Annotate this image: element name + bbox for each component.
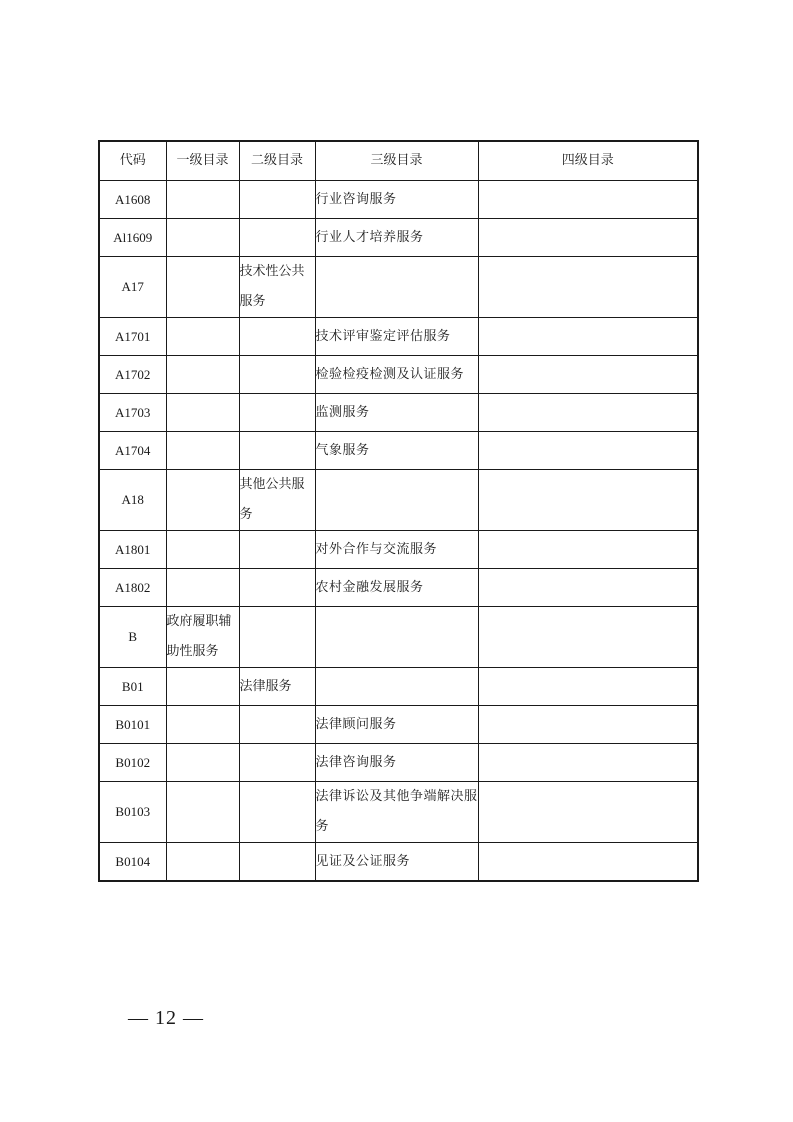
cell-level-4 [478, 318, 698, 356]
cell-code [99, 394, 166, 432]
table-row [99, 181, 698, 219]
cell-level-1 [166, 706, 239, 744]
table-row [99, 744, 698, 782]
cell-level-4 [478, 470, 698, 531]
cell-level-2 [239, 394, 315, 432]
cell-level-4 [478, 257, 698, 318]
cell-level-4 [478, 432, 698, 470]
cell-level-3 [315, 394, 478, 432]
table-row [99, 569, 698, 607]
cell-level-4 [478, 356, 698, 394]
cell-code-text: Al1609 [113, 229, 153, 245]
cell-level-3 [315, 531, 478, 569]
cell-level-2 [239, 843, 315, 882]
cell-level-3-text: 监测服务 [315, 404, 370, 420]
cell-code [99, 843, 166, 882]
cell-level-2 [239, 531, 315, 569]
table-row [99, 394, 698, 432]
cell-level-3 [315, 432, 478, 470]
cell-level-3-text: 技术评审鉴定评估服务 [315, 328, 451, 344]
cell-level-3-text: 见证及公证服务 [315, 853, 411, 869]
cell-code [99, 531, 166, 569]
cell-level-2 [239, 607, 315, 668]
catalog-table [98, 140, 699, 882]
cell-code-text: A1802 [115, 579, 151, 595]
cell-level-4 [478, 569, 698, 607]
cell-level-3-text: 法律诉讼及其他争端解决服务 [315, 789, 478, 834]
page-number: — 12 — [128, 1007, 204, 1029]
cell-level-2-text: 其他公共服务 [239, 477, 305, 522]
cell-code [99, 257, 166, 318]
cell-level-2-text: 法律服务 [239, 678, 292, 694]
cell-level-2 [239, 706, 315, 744]
cell-code [99, 706, 166, 744]
table-body [99, 181, 698, 882]
cell-level-1 [166, 531, 239, 569]
cell-level-3-text: 行业咨询服务 [315, 191, 397, 207]
table-row [99, 668, 698, 706]
cell-level-3 [315, 219, 478, 257]
cell-level-1 [166, 668, 239, 706]
cell-level-3 [315, 843, 478, 882]
cell-level-4 [478, 668, 698, 706]
cell-code [99, 432, 166, 470]
cell-level-2 [239, 181, 315, 219]
table-row [99, 782, 698, 843]
cell-code-text: A1801 [115, 541, 151, 557]
cell-level-3-text: 检验检疫检测及认证服务 [315, 366, 465, 382]
table-row [99, 219, 698, 257]
cell-level-2 [239, 432, 315, 470]
cell-level-3 [315, 782, 478, 843]
cell-code-text: A18 [121, 492, 144, 507]
table-header-row [99, 141, 698, 181]
cell-code [99, 782, 166, 843]
header-level-4: 四级目录 [478, 141, 698, 181]
cell-level-2 [239, 470, 315, 531]
cell-code-text: A17 [121, 279, 144, 294]
cell-level-1-text: 政府履职辅助性服务 [166, 614, 232, 659]
cell-level-2 [239, 569, 315, 607]
cell-level-2 [239, 782, 315, 843]
table-row [99, 607, 698, 668]
cell-level-4 [478, 706, 698, 744]
table-row [99, 470, 698, 531]
cell-level-1 [166, 843, 239, 882]
table-row [99, 318, 698, 356]
cell-level-3 [315, 470, 478, 531]
cell-level-3 [315, 181, 478, 219]
cell-level-2-text: 技术性公共服务 [239, 264, 305, 309]
cell-level-2 [239, 219, 315, 257]
cell-code-text: A1703 [115, 404, 151, 420]
cell-code-text: B01 [121, 678, 144, 694]
cell-level-4 [478, 394, 698, 432]
cell-code-text: A1704 [115, 442, 151, 458]
cell-level-3 [315, 569, 478, 607]
cell-level-3-text: 对外合作与交流服务 [315, 541, 438, 557]
cell-level-4 [478, 607, 698, 668]
cell-code-text: B0104 [115, 853, 151, 869]
cell-level-3 [315, 607, 478, 668]
cell-level-3-text: 法律咨询服务 [315, 754, 397, 770]
cell-level-3-text: 农村金融发展服务 [315, 579, 424, 595]
cell-code [99, 318, 166, 356]
cell-level-2 [239, 257, 315, 318]
cell-level-2 [239, 318, 315, 356]
cell-level-4 [478, 843, 698, 882]
cell-level-1 [166, 432, 239, 470]
header-level-3: 三级目录 [315, 141, 478, 181]
cell-code-text: B [128, 629, 138, 644]
cell-code [99, 356, 166, 394]
cell-level-4 [478, 531, 698, 569]
cell-code [99, 470, 166, 531]
cell-level-1 [166, 219, 239, 257]
cell-level-3 [315, 257, 478, 318]
cell-code [99, 569, 166, 607]
cell-level-4 [478, 744, 698, 782]
table-row [99, 257, 698, 318]
cell-level-3-text: 气象服务 [315, 442, 370, 458]
cell-level-2 [239, 668, 315, 706]
cell-level-1 [166, 607, 239, 668]
table-row [99, 356, 698, 394]
cell-level-3 [315, 318, 478, 356]
cell-level-4 [478, 219, 698, 257]
cell-level-3 [315, 668, 478, 706]
cell-code [99, 744, 166, 782]
cell-level-4 [478, 181, 698, 219]
cell-level-3-text: 法律顾问服务 [315, 716, 397, 732]
cell-code-text: B0102 [115, 754, 151, 770]
cell-level-1 [166, 356, 239, 394]
cell-level-1 [166, 782, 239, 843]
cell-code-text: A1701 [115, 328, 151, 344]
cell-level-1 [166, 394, 239, 432]
cell-code-text: B0101 [115, 716, 151, 732]
table-row [99, 432, 698, 470]
cell-level-1 [166, 181, 239, 219]
cell-code-text: B0103 [115, 804, 151, 819]
header-code: 代码 [99, 141, 166, 181]
cell-level-4 [478, 782, 698, 843]
cell-level-1 [166, 744, 239, 782]
cell-level-2 [239, 356, 315, 394]
cell-level-1 [166, 569, 239, 607]
cell-code-text: A1702 [115, 366, 151, 382]
cell-level-1 [166, 318, 239, 356]
cell-code [99, 219, 166, 257]
cell-level-3 [315, 706, 478, 744]
cell-level-1 [166, 470, 239, 531]
cell-code [99, 181, 166, 219]
cell-code [99, 668, 166, 706]
cell-code-text: A1608 [115, 191, 151, 207]
table-row [99, 706, 698, 744]
cell-level-1 [166, 257, 239, 318]
table-row [99, 531, 698, 569]
header-level-1: 一级目录 [166, 141, 239, 181]
table-row [99, 843, 698, 882]
header-level-2: 二级目录 [239, 141, 315, 181]
cell-level-3 [315, 744, 478, 782]
cell-level-3-text: 行业人才培养服务 [315, 229, 424, 245]
cell-level-2 [239, 744, 315, 782]
cell-level-3 [315, 356, 478, 394]
cell-code [99, 607, 166, 668]
